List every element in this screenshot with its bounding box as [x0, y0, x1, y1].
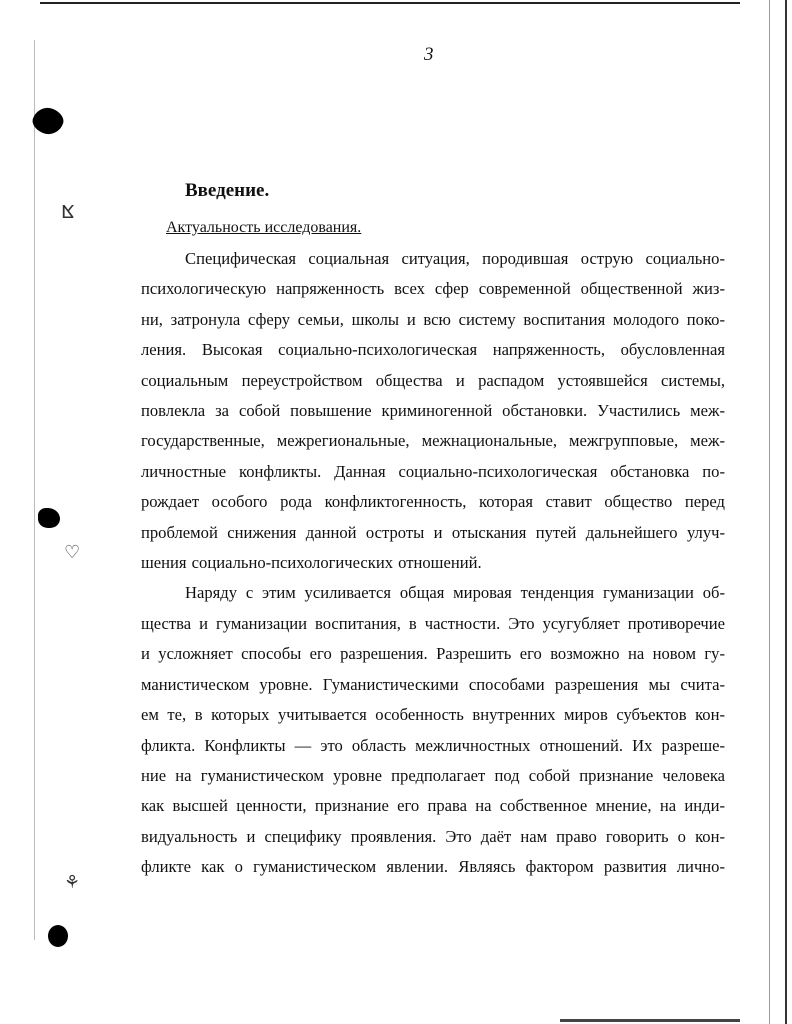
- text-line: фликте как о гуманистическом явлении. Являясь фактором развития лично-: [141, 857, 725, 877]
- scan-edge-right-inner: [769, 0, 770, 1024]
- text-line: повлекла за собой повышение криминогенной обстановки. Участились меж-: [141, 401, 725, 421]
- scan-edge-right: [785, 0, 787, 1024]
- text-line: шения социально-психологических отношений.: [141, 553, 482, 573]
- text-line: фликта. Конфликты — это область межличностных отношений. Их разреше-: [141, 735, 725, 755]
- punch-hole-mark: [38, 508, 60, 528]
- punch-hole-mark: [29, 104, 66, 139]
- scan-edge-left: [34, 40, 35, 940]
- page-number: 3: [424, 44, 434, 65]
- punch-hole-mark: [48, 925, 68, 947]
- scan-smudge: ⴿ: [62, 202, 75, 223]
- text-line: психологическую напряженность всех сфер современной общественной жиз-: [141, 279, 725, 299]
- text-line: и усложняет способы его разрешения. Разрешить его возможно на новом гу-: [141, 644, 725, 664]
- text-line: государственные, межрегиональные, межнациональные, межгрупповые, меж-: [141, 431, 725, 451]
- text-line: щества и гуманизации воспитания, в частности. Это усугубляет противоречие: [141, 613, 725, 633]
- text-line: ем те, в которых учитывается особенность внутренних миров субъектов кон-: [141, 705, 725, 725]
- paragraph: [141, 578, 725, 882]
- text-line: социальным переустройством общества и распадом устоявшейся системы,: [141, 370, 725, 390]
- scan-edge-bottom: [560, 1019, 740, 1022]
- text-line: ние на гуманистическом уровне предполагает под собой признание человека: [141, 765, 725, 785]
- section-heading: Введение.: [185, 180, 270, 201]
- scan-edge-top: [40, 2, 740, 4]
- text-line: видуальность и специфику проявления. Это даёт нам право говорить о кон-: [141, 826, 725, 846]
- section-subheading: Актуальность исследования.: [166, 219, 362, 236]
- text-line: личностные конфликты. Данная социально-психологическая обстановка по-: [141, 461, 725, 481]
- text-line: ни, затронула сферу семьи, школы и всю систему воспитания молодого поко-: [141, 309, 725, 329]
- text-line: Наряду с этим усиливается общая мировая тенденция гуманизации об-: [185, 583, 725, 603]
- text-line: как высшей ценности, признание его права на собственное мнение, на инди-: [141, 796, 725, 816]
- text-line: Специфическая социальная ситуация, породившая острую социально-: [185, 249, 725, 268]
- paragraph: [141, 244, 725, 578]
- scan-smudge: ⚘: [64, 872, 81, 893]
- text-line: ления. Высокая социально-психологическая напряженность, обусловленная: [141, 340, 725, 360]
- text-line: манистическом уровне. Гуманистическими способами разрешения мы счита-: [141, 674, 725, 694]
- body-text: [141, 244, 725, 883]
- scan-smudge: ♡: [64, 542, 81, 563]
- text-line: проблемой снижения данной остроты и отыскания путей дальнейшего улуч-: [141, 522, 725, 542]
- text-line: рождает особого рода конфликтогенность, которая ставит общество перед: [141, 492, 725, 512]
